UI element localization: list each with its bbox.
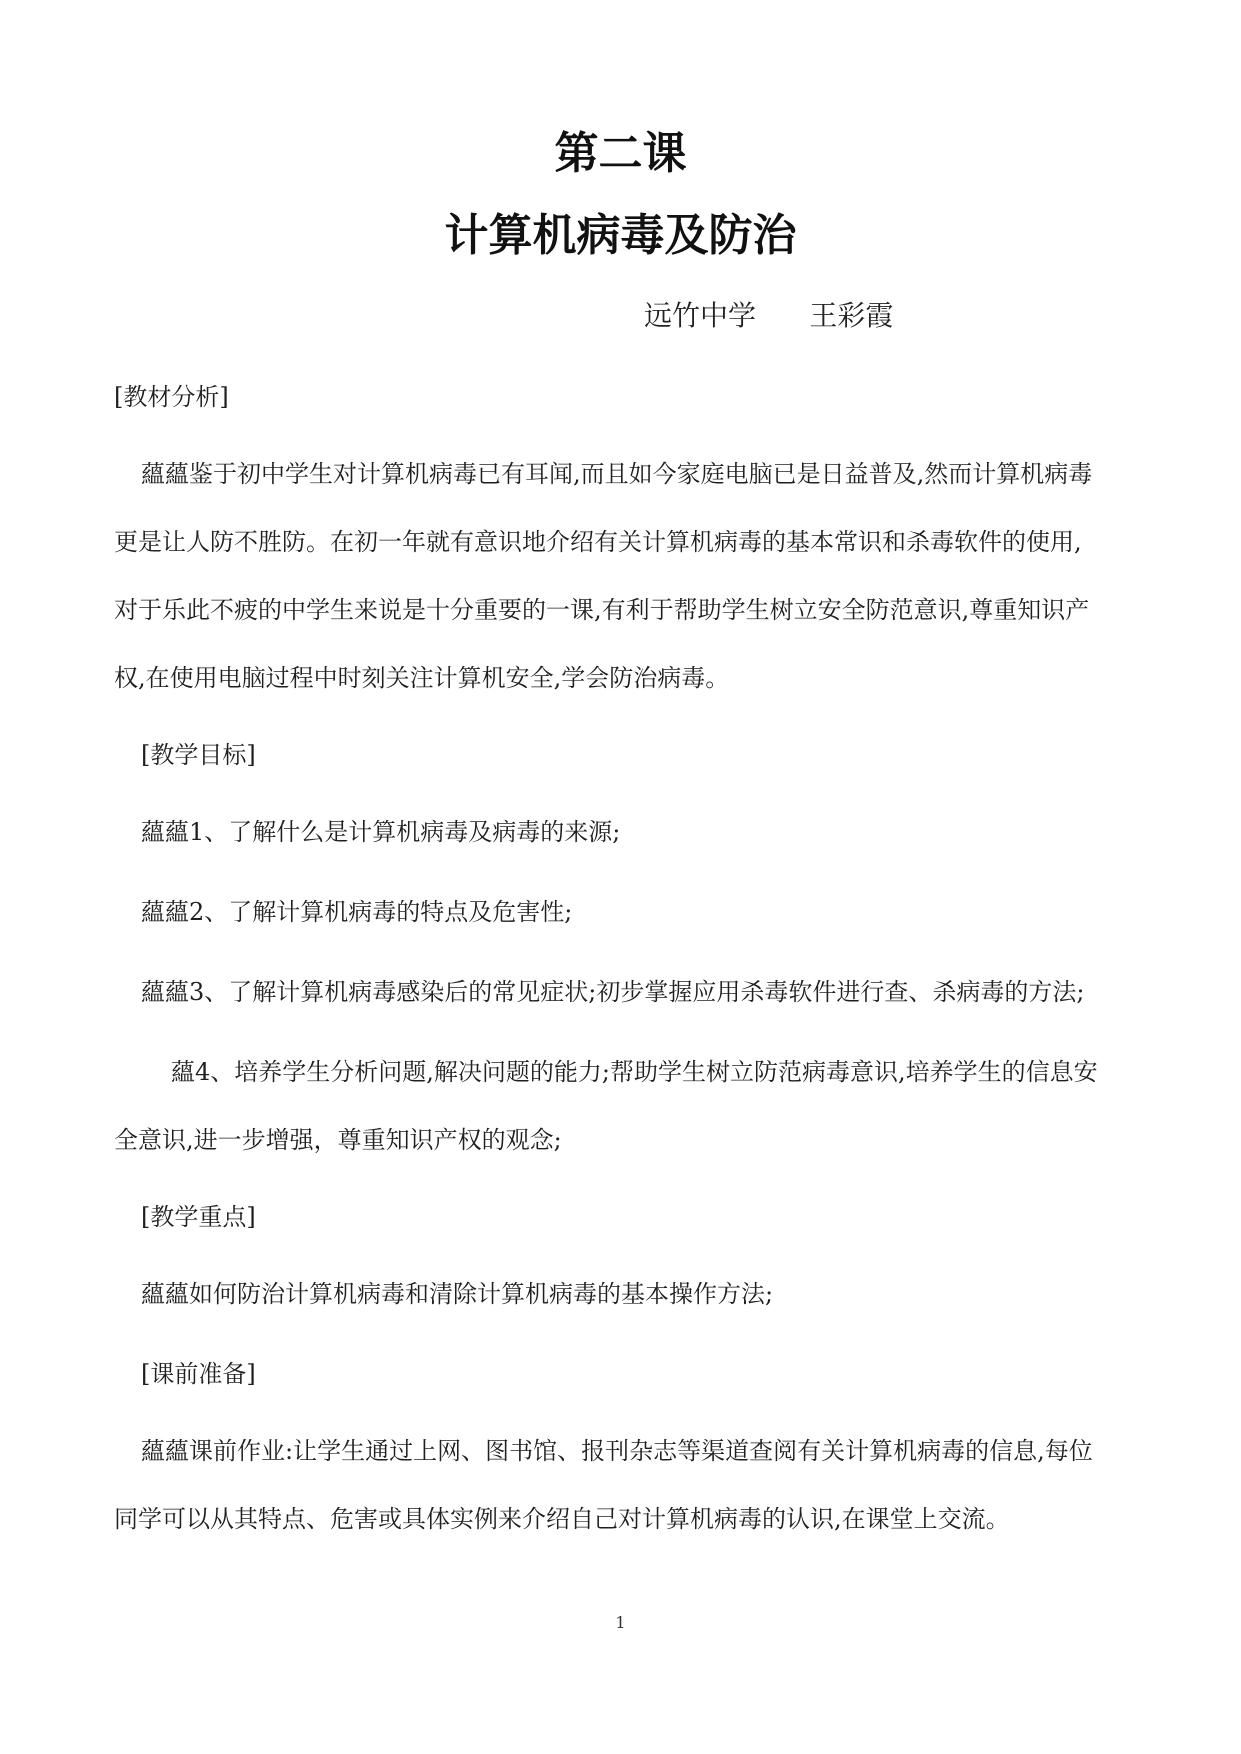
objective-item-2: 蘊蘊2、了解计算机病毒的特点及危害性;	[141, 898, 573, 926]
preparation-line-2: 同学可以从其特点、危害或具体实例来介绍自己对计算机病毒的认识,在课堂上交流。	[114, 1505, 1010, 1533]
section-heading-key-points: [教学重点]	[141, 1203, 256, 1231]
objective-item-1: 蘊蘊1、了解什么是计算机病毒及病毒的来源;	[141, 818, 621, 846]
analysis-line-3: 对于乐此不疲的中学生来说是十分重要的一课,有利于帮助学生树立安全防范意识,尊重知识产	[114, 596, 1090, 624]
page-number: 1	[615, 1613, 626, 1632]
key-points-line-1: 蘊蘊如何防治计算机病毒和清除计算机病毒的基本操作方法;	[141, 1280, 774, 1308]
objective-item-4-line-1: 蘊4、培养学生分析问题,解决问题的能力;帮助学生树立防范病毒意识,培养学生的信息安	[171, 1058, 1098, 1086]
section-heading-preparation: [课前准备]	[141, 1360, 256, 1388]
lesson-title: 计算机病毒及防治	[444, 210, 797, 261]
analysis-line-1: 蘊蘊鉴于初中学生对计算机病毒已有耳闻,而且如今家庭电脑已是日益普及,然而计算机病毒	[141, 460, 1093, 488]
lesson-number-title: 第二课	[554, 128, 687, 179]
objective-item-3: 蘊蘊3、了解计算机病毒感染后的常见症状;初步掌握应用杀毒软件进行查、杀病毒的方法;	[141, 978, 1085, 1006]
objective-item-4-line-2: 全意识,进一步增强，尊重知识产权的观念;	[114, 1126, 562, 1154]
author-line: 远竹中学 王彩霞	[644, 299, 894, 332]
section-heading-analysis: [教材分析]	[114, 383, 229, 411]
analysis-line-4: 权,在使用电脑过程中时刻关注计算机安全,学会防治病毒。	[114, 664, 730, 692]
section-heading-objectives: [教学目标]	[141, 741, 256, 769]
analysis-line-2: 更是让人防不胜防。在初一年就有意识地介绍有关计算机病毒的基本常识和杀毒软件的使用,	[114, 528, 1082, 556]
preparation-line-1: 蘊蘊课前作业:让学生通过上网、图书馆、报刊杂志等渠道查阅有关计算机病毒的信息,每位	[141, 1437, 1093, 1465]
